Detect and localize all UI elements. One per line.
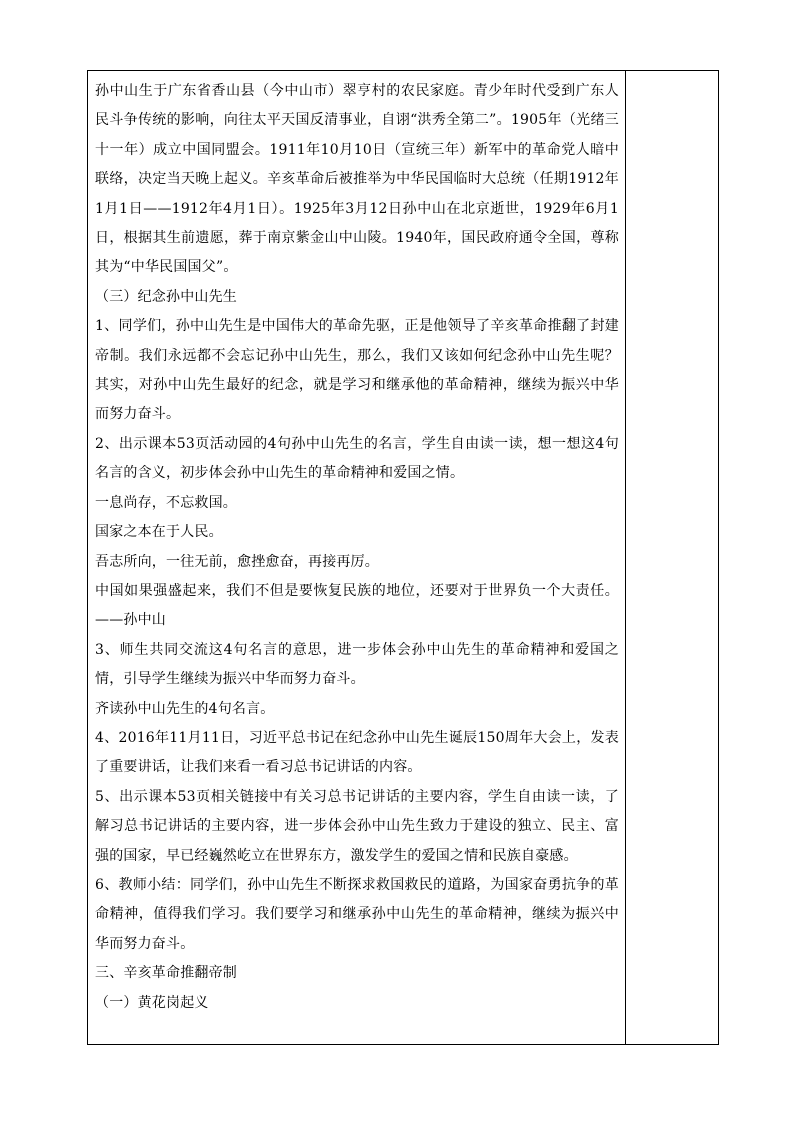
paragraph-section-heading-commemorate: （三）纪念孙中山先生 bbox=[95, 288, 237, 305]
notes-cell bbox=[626, 71, 718, 1044]
paragraph-subheading-huanghuagang: （一）黄花岗起义 bbox=[95, 994, 209, 1011]
paragraph-step-3: 3、师生共同交流这4句名言的意思，进一步体会孙中山先生的革命精神和爱国之情，引导学生继续为振兴中华而努力奋斗。 bbox=[95, 641, 619, 688]
paragraph-sun-biography: 孙中山生于广东省香山县（今中山市）翠亨村的农民家庭。青少年时代受到广东人民斗争传统的影响，向往太平天国反清事业，自诩“洪秀全第二”。1905年（光绪三十一年）成立中国同盟会。1911年10月10日（宣统三年）新军中的革命党人暗中联络，决定当天晚上起义。辛亥革命后被推举为中华民国临时大总统（任期1912年1月1日——1912年4月1日）。1925年3月12日孙中山在北京逝世，1929年6月1日，根据其生前遗愿，葬于南京紫金山中山陵。1940年，国民政府通令全国，尊称其为“中华民国国父”。 bbox=[95, 83, 619, 276]
paragraph-step-5: 5、出示课本53页相关链接中有关习总书记讲话的主要内容，学生自由读一读，了解习总书记讲话的主要内容，进一步体会孙中山先生致力于建设的独立、民主、富强的国家，早已经巍然屹立在世界东方，激发学生的爱国之情和民族自豪感。 bbox=[95, 788, 619, 864]
paragraph-section-heading-revolution: 三、辛亥革命推翻帝制 bbox=[95, 965, 237, 982]
lesson-table bbox=[87, 70, 719, 1045]
paragraph-read-quotes: 齐读孙中山先生的4句名言。 bbox=[95, 700, 275, 717]
paragraph-quote-1: 一息尚存，不忘救国。 bbox=[95, 494, 237, 511]
paragraph-quote-4: 中国如果强盛起来，我们不但是要恢复民族的地位，还要对于世界负一个大责任。——孙中山 bbox=[95, 582, 619, 629]
paragraph-step-1: 1、同学们，孙中山先生是中国伟大的革命先驱，正是他领导了辛亥革命推翻了封建帝制。我们永远都不会忘记孙中山先生，那么，我们又该如何纪念孙中山先生呢？其实，对孙中山先生最好的纪念，就是学习和继承他的革命精神，继续为振兴中华而努力奋斗。 bbox=[95, 318, 619, 423]
paragraph-step-4: 4、2016年11月11日，习近平总书记在纪念孙中山先生诞辰150周年大会上，发表了重要讲话，让我们来看一看习总书记讲话的内容。 bbox=[95, 729, 619, 776]
paragraph-step-2: 2、出示课本53页活动园的4句孙中山先生的名言，学生自由读一读，想一想这4句名言的含义，初步体会孙中山先生的革命精神和爱国之情。 bbox=[95, 435, 619, 482]
paragraph-quote-3: 吾志所向，一往无前，愈挫愈奋，再接再厉。 bbox=[95, 553, 379, 570]
paragraph-quote-2: 国家之本在于人民。 bbox=[95, 524, 223, 541]
paragraph-step-6: 6、教师小结：同学们，孙中山先生不断探求救国救民的道路，为国家奋勇抗争的革命精神，值得我们学习。我们要学习和继承孙中山先生的革命精神，继续为振兴中华而努力奋斗。 bbox=[95, 876, 619, 952]
lesson-content-cell bbox=[88, 71, 626, 1044]
